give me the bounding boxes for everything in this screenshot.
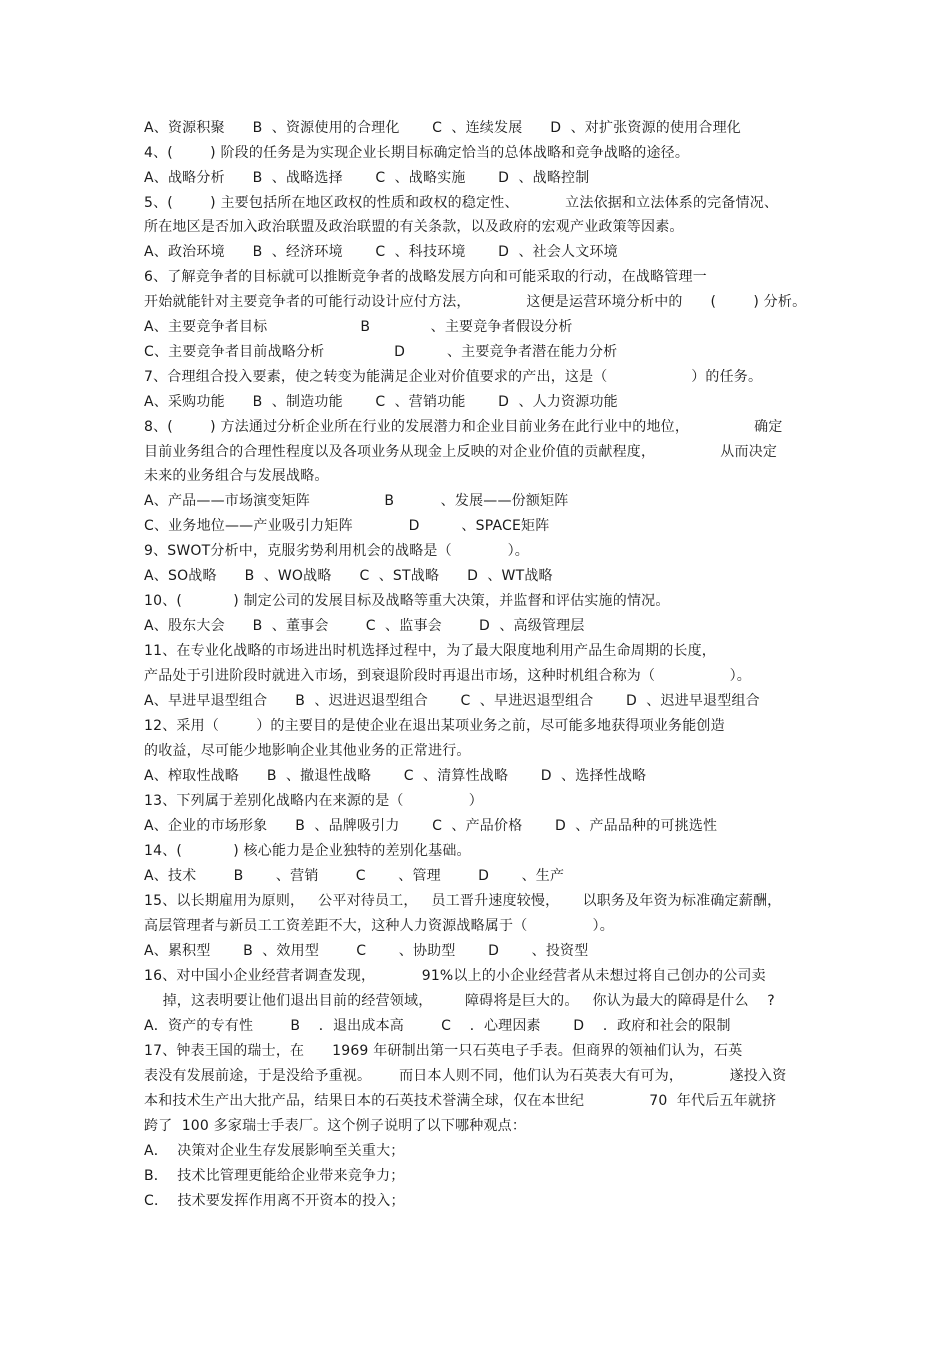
text-line: 7、合理组合投入要素，使之转变为能满足企业对价值要求的产出，这是（ ）的任务。 [144, 369, 763, 385]
text-line: 表没有发展前途，于是没给予重视。 而日本人则不同，他们认为石英表大有可为， 遂投入资 [144, 1068, 787, 1084]
text-line: 10、( ) 制定公司的发展目标及战略等重大决策，并监督和评估实施的情况。 [144, 593, 670, 609]
text-line: A、早进早退型组合 B 、迟进迟退型组合 C 、早进迟退型组合 D 、迟进早退型组合 [144, 693, 760, 709]
text-line: A、技术 B 、营销 C 、管理 D 、生产 [144, 868, 565, 884]
text-line: 15、以长期雇用为原则， 公平对待员工， 员工晋升速度较慢， 以职务及年资为标准确定薪酬， [144, 893, 782, 909]
text-line: 16、对中国小企业经营者调查发现， 91%以上的小企业经营者从未想过将自己创办的公司卖 [144, 968, 766, 984]
text-line: 所在地区是否加入政治联盟及政治联盟的有关条款，以及政府的宏观产业政策等因素。 [144, 219, 684, 235]
text-line: 掉，这表明要让他们退出目前的经营领域， 障碍将是巨大的。 你认为最大的障碍是什么 ? [144, 993, 775, 1009]
text-line: A、政治环境 B 、经济环境 C 、科技环境 D 、社会人文环境 [144, 244, 618, 260]
text-line: A、企业的市场形象 B 、品牌吸引力 C 、产品价格 D 、产品品种的可挑选性 [144, 818, 718, 834]
text-line: 高层管理者与新员工工资差距不大，这种人力资源战略属于（ ）。 [144, 918, 614, 934]
text-line: A、SO战略 B 、WO战略 C 、ST战略 D 、WT战略 [144, 568, 553, 584]
text-line: A、累积型 B 、效用型 C 、协助型 D 、投资型 [144, 943, 589, 959]
text-line: C、业务地位——产业吸引力矩阵 D 、SPACE矩阵 [144, 518, 550, 534]
text-line: 的收益，尽可能少地影响企业其他业务的正常进行。 [144, 743, 471, 759]
text-line: A、产品——市场演变矩阵 B 、发展——份额矩阵 [144, 493, 569, 509]
text-line: 17、钟表王国的瑞士，在 1969 年研制出第一只石英电子手表。但商界的领袖们认为，石英 [144, 1043, 743, 1059]
text-line: A、战略分析 B 、战略选择 C 、战略实施 D 、战略控制 [144, 170, 590, 186]
text-line: 目前业务组合的合理性程度以及各项业务从现金上反映的对企业价值的贡献程度， 从而决定 [144, 444, 778, 460]
text-line: 本和技术生产出大批产品，结果日本的石英技术誉满全球，仅在本世纪 70 年代后五年就挤 [144, 1093, 777, 1109]
text-line: 跨了 100 多家瑞士手表厂。这个例子说明了以下哪种观点： [144, 1118, 527, 1134]
text-line: A、股东大会 B 、董事会 C 、监事会 D 、高级管理层 [144, 618, 585, 634]
text-line: 9、SWOT分析中，克服劣势利用机会的战略是（ ）。 [144, 543, 530, 559]
text-line: 开始就能针对主要竞争者的可能行动设计应付方法， 这便是运营环境分析中的 ( ) 分析。 [144, 294, 807, 310]
text-line: A、主要竞争者目标 B 、主要竞争者假设分析 [144, 319, 573, 335]
text-line: 13、下列属于差别化战略内在来源的是（ ） [144, 793, 483, 809]
text-line: 14、( ) 核心能力是企业独特的差别化基础。 [144, 843, 471, 859]
text-line: A． 决策对企业生存发展影响至关重大； [144, 1143, 405, 1159]
text-line: 11、在专业化战略的市场进出时机选择过程中，为了最大限度地利用产品生命周期的长度， [144, 643, 717, 659]
text-line: 6、了解竞争者的目标就可以推断竞争者的战略发展方向和可能采取的行动，在战略管理一 [144, 269, 707, 285]
text-line: A、榨取性战略 B 、撤退性战略 C 、清算性战略 D 、选择性战略 [144, 768, 647, 784]
text-line: A、资源积聚 B 、资源使用的合理化 C 、连续发展 D 、对扩张资源的使用合理化 [144, 120, 741, 136]
text-line: 4、( ) 阶段的任务是为实现企业长期目标确定恰当的总体战略和竞争战略的途径。 [144, 145, 690, 161]
text-line: 5、( ) 主要包括所在地区政权的性质和政权的稳定性、 立法依据和立法体系的完备情况、 [144, 195, 779, 211]
text-line: 未来的业务组合与发展战略。 [144, 468, 329, 484]
text-line: A、采购功能 B 、制造功能 C 、营销功能 D 、人力资源功能 [144, 394, 618, 410]
text-line: A．资产的专有性 B ．退出成本高 C ．心理因素 D ．政府和社会的限制 [144, 1018, 731, 1034]
text-line: 8、( ) 方法通过分析企业所在行业的发展潜力和企业目前业务在此行业中的地位， 确定 [144, 419, 783, 435]
text-line: 12、采用（ ）的主要目的是使企业在退出某项业务之前，尽可能多地获得项业务能创造 [144, 718, 725, 734]
text-line: 产品处于引进阶段时就进入市场，到衰退阶段时再退出市场，这种时机组合称为（ ）。 [144, 668, 752, 684]
text-line: C． 技术要发挥作用离不开资本的投入； [144, 1193, 405, 1209]
text-line: C、主要竞争者目前战略分析 D 、主要竞争者潜在能力分析 [144, 344, 618, 360]
text-line: B． 技术比管理更能给企业带来竞争力； [144, 1168, 405, 1184]
